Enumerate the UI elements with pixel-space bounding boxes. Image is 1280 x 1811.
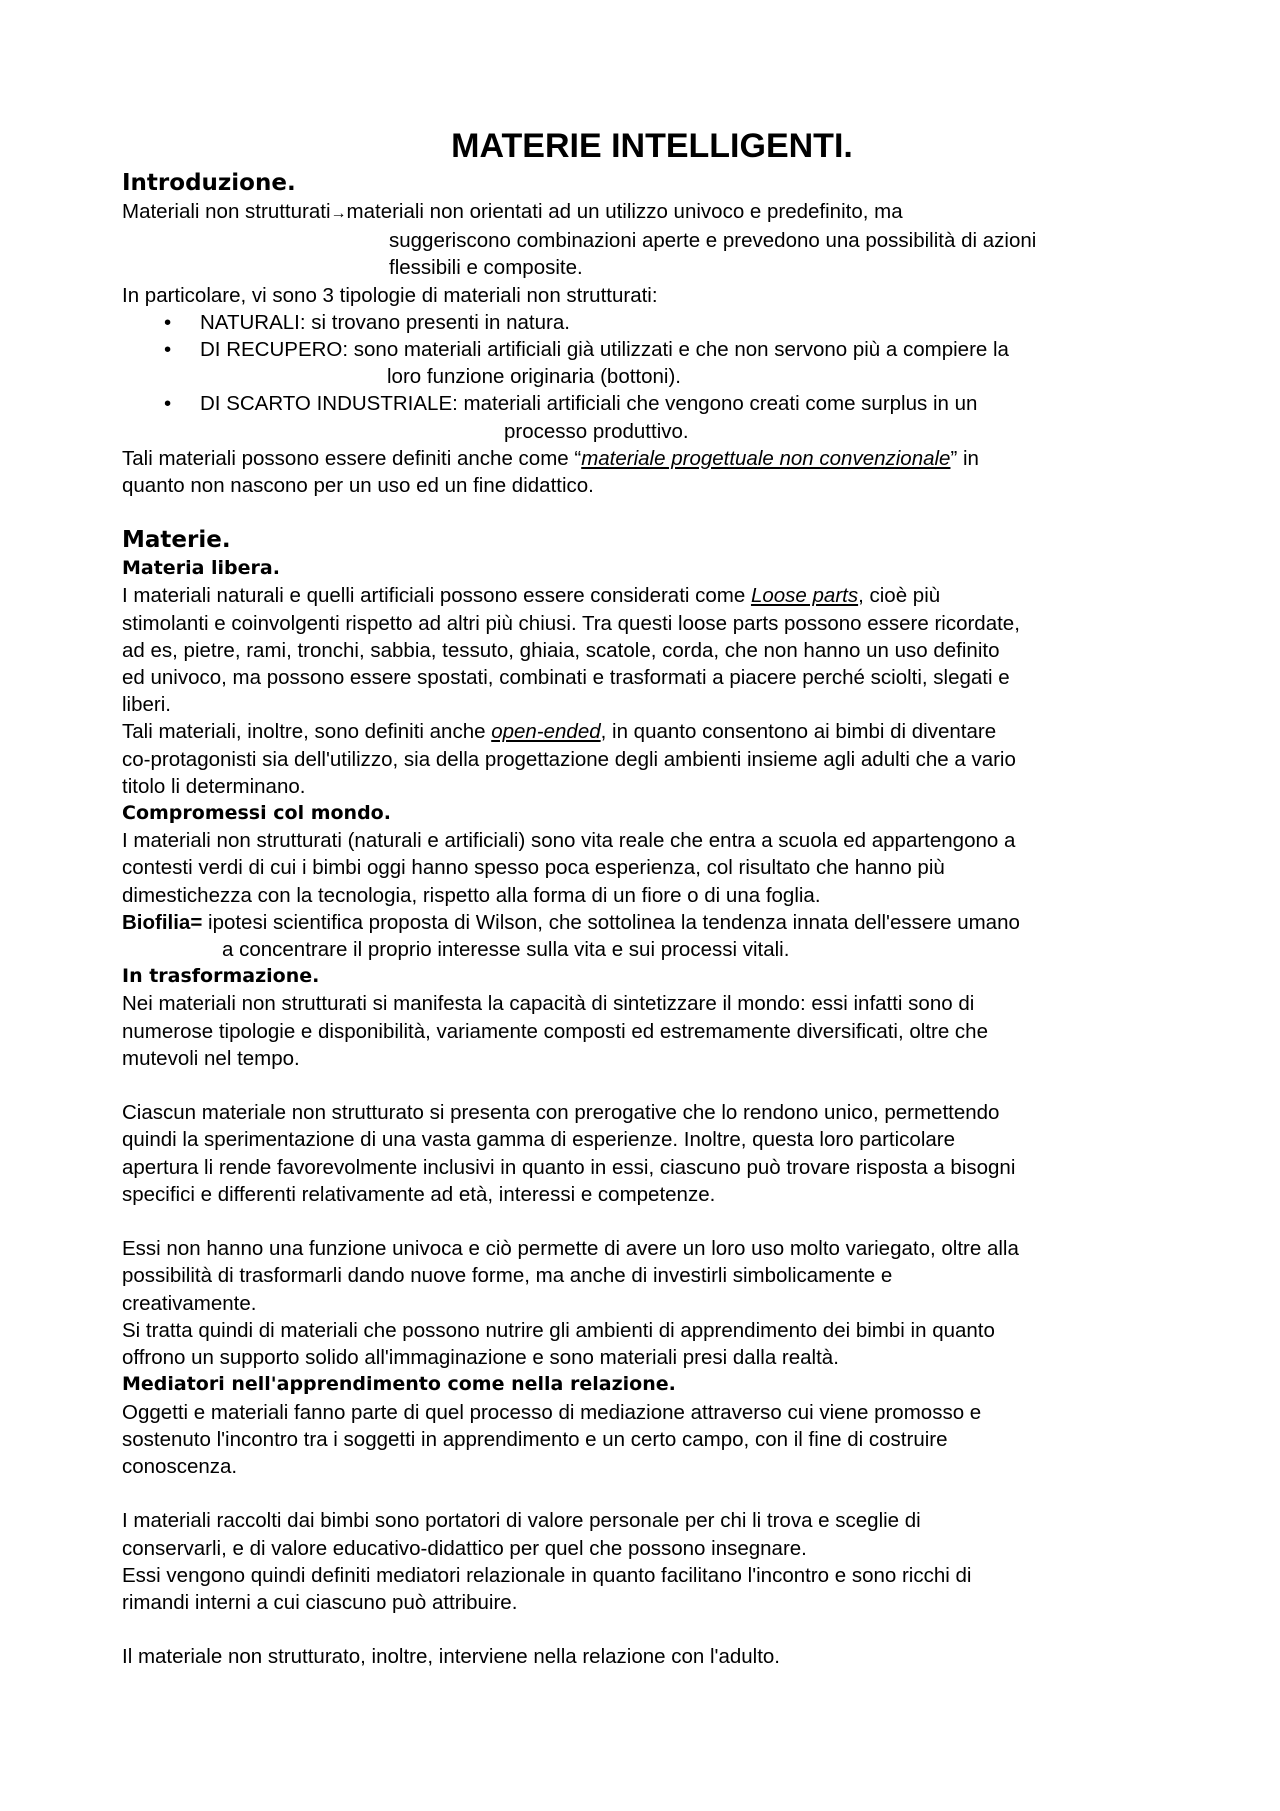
subheading-mediatori: Mediatori nell'apprendimento come nella relazione. bbox=[122, 1373, 676, 1396]
emphasis-term: open-ended bbox=[491, 720, 601, 744]
blank-line bbox=[122, 1072, 1172, 1099]
list-item-text: DI SCARTO INDUSTRIALE: materiali artificiali che vengono creati come surplus in un bbox=[200, 392, 978, 416]
intro-line bbox=[122, 198, 1172, 227]
text-run: Tali materiali possono essere definiti anche come “ bbox=[122, 446, 582, 470]
text-run: I materiali naturali e quelli artificiali possono essere considerati come bbox=[122, 584, 751, 608]
section-heading-materie: Materie. bbox=[122, 527, 231, 554]
paragraph-line: possibilità di trasformarli dando nuove forme, ma anche di investirli simbolicamente e bbox=[122, 1264, 893, 1288]
paragraph-line: mutevoli nel tempo. bbox=[122, 1046, 300, 1070]
paragraph-line: dimestichezza con la tecnologia, rispetto alla forma di un fiore o di una foglia. bbox=[122, 883, 821, 907]
text-run: Tali materiali, inoltre, sono definiti anche bbox=[122, 720, 492, 744]
blank-line bbox=[122, 1208, 1172, 1235]
paragraph-line: specifici e differenti relativamente ad età, interessi e competenze. bbox=[122, 1182, 716, 1206]
paragraph-line: conservarli, e di valore educativo-didattico per quel che possono insegnare. bbox=[122, 1536, 807, 1560]
paragraph-line: liberi. bbox=[122, 693, 171, 717]
section-heading-introduzione: Introduzione. bbox=[122, 170, 296, 196]
intro-line: flessibili e composite. bbox=[389, 256, 583, 280]
paragraph-line: ed univoco, ma possono essere spostati, combinati e trasformati a piacere perché sciolti, slegati e bbox=[122, 666, 1010, 690]
paragraph-line: Oggetti e materiali fanno parte di quel processo di mediazione attraverso cui viene promosso e bbox=[122, 1400, 982, 1424]
paragraph-line: Il materiale non strutturato, inoltre, interviene nella relazione con l'adulto. bbox=[122, 1645, 781, 1669]
paragraph-line: creativamente. bbox=[122, 1291, 257, 1315]
paragraph-line: quindi la sperimentazione di una vasta gamma di esperienze. Inoltre, questa loro particolare bbox=[122, 1128, 956, 1152]
intro-definition: materiali non orientati ad un utilizzo univoco e predefinito, ma bbox=[346, 200, 903, 223]
emphasis-term: Loose parts bbox=[750, 584, 859, 608]
paragraph-line: Essi non hanno una funzione univoca e ciò permette di avere un loro uso molto variegato, oltre alla bbox=[122, 1237, 1019, 1261]
paragraph-line: I materiali non strutturati (naturali e artificiali) sono vita reale che entra a scuola ed appartengono a bbox=[122, 829, 1016, 853]
emphasis-term: materiale progettuale non convenzionale bbox=[581, 446, 951, 470]
subheading-compromessi: Compromessi col mondo. bbox=[122, 802, 391, 825]
list-item-text: NATURALI: si trovano presenti in natura. bbox=[200, 310, 570, 334]
paragraph-line: I materiali raccolti dai bimbi sono portatori di valore personale per chi li trova e sceglie di bbox=[122, 1509, 921, 1533]
paragraph-line bbox=[122, 582, 1172, 609]
paragraph-line: Nei materiali non strutturati si manifesta la capacità di sintetizzare il mondo: essi infatti sono di bbox=[122, 992, 975, 1016]
intro-line: In particolare, vi sono 3 tipologie di materiali non strutturati: bbox=[122, 283, 658, 307]
paragraph-line: titolo li determinano. bbox=[122, 774, 306, 798]
document-title: MATERIE INTELLIGENTI. bbox=[451, 127, 853, 165]
paragraph-line: offrono un supporto solido all'immaginazione e sono materiali presi dalla realtà. bbox=[122, 1346, 839, 1370]
paragraph-line: Si tratta quindi di materiali che possono nutrire gli ambienti di apprendimento dei bimbi in quanto bbox=[122, 1318, 995, 1342]
bullet-icon: • bbox=[164, 310, 172, 334]
paragraph-line: conoscenza. bbox=[122, 1454, 238, 1478]
list-item bbox=[122, 390, 1172, 444]
list-item-continuation: processo produttivo. bbox=[504, 419, 689, 443]
intro-line: suggeriscono combinazioni aperte e prevedono una possibilità di azioni bbox=[389, 229, 1037, 253]
subheading-trasformazione: In trasformazione. bbox=[122, 965, 320, 988]
bullet-icon: • bbox=[164, 392, 172, 416]
blank-line bbox=[122, 1616, 1172, 1643]
list-item bbox=[122, 336, 1172, 390]
text-run: ” in bbox=[950, 446, 979, 470]
definition-line: a concentrare il proprio interesse sulla vita e sui processi vitali. bbox=[222, 938, 790, 962]
intro-term: Materiali non strutturati bbox=[122, 200, 331, 223]
definition-term: Biofilia= bbox=[122, 910, 203, 934]
blank-line bbox=[122, 1480, 1172, 1507]
bullet-icon: • bbox=[164, 338, 172, 362]
definition-line bbox=[122, 909, 1172, 936]
document-body bbox=[122, 126, 1172, 1671]
text-run: , cioè più bbox=[858, 584, 941, 608]
text-run: , in quanto consentono ai bimbi di diventare bbox=[600, 720, 997, 744]
list-item-text: DI RECUPERO: sono materiali artificiali già utilizzati e che non servono più a compiere la bbox=[200, 338, 1009, 362]
paragraph-line: ad es, pietre, rami, tronchi, sabbia, tessuto, ghiaia, scatole, corda, che non hanno un uso definito bbox=[122, 638, 1000, 662]
paragraph-line: stimolanti e coinvolgenti rispetto ad altri più chiusi. Tra questi loose parts possono essere ricordate, bbox=[122, 611, 1020, 635]
list-item bbox=[122, 309, 1172, 336]
typology-list bbox=[122, 309, 1172, 445]
paragraph-line: contesti verdi di cui i bimbi oggi hanno spesso poca esperienza, col risultato che hanno più bbox=[122, 856, 945, 880]
paragraph-line: Essi vengono quindi definiti mediatori relazionale in quanto facilitano l'incontro e sono ricchi di bbox=[122, 1563, 972, 1587]
paragraph-line: numerose tipologie e disponibilità, variamente composti ed estremamente diversificati, oltre che bbox=[122, 1019, 988, 1043]
paragraph-line: apertura li rende favorevolmente inclusivi in quanto in essi, ciascuno può trovare risposta a bisogni bbox=[122, 1155, 1016, 1179]
intro-line bbox=[122, 445, 1172, 472]
paragraph-line: co-protagonisti sia dell'utilizzo, sia della progettazione degli ambienti insieme agli adulti che a vario bbox=[122, 747, 1016, 771]
paragraph-line: Ciascun materiale non strutturato si presenta con prerogative che lo rendono unico, permettendo bbox=[122, 1101, 1000, 1125]
paragraph-line bbox=[122, 718, 1172, 745]
arrow-icon: → bbox=[330, 205, 347, 222]
paragraph-line: rimandi interni a cui ciascuno può attribuire. bbox=[122, 1590, 518, 1614]
text-run: ipotesi scientifica proposta di Wilson, che sottolinea la tendenza innata dell'essere umano bbox=[202, 910, 1020, 934]
intro-line: quanto non nascono per un uso ed un fine didattico. bbox=[122, 474, 594, 498]
subheading-materia-libera: Materia libera. bbox=[122, 557, 280, 580]
paragraph-line: sostenuto l'incontro tra i soggetti in apprendimento e un certo campo, con il fine di costruire bbox=[122, 1427, 948, 1451]
list-item-continuation: loro funzione originaria (bottoni). bbox=[387, 365, 681, 389]
